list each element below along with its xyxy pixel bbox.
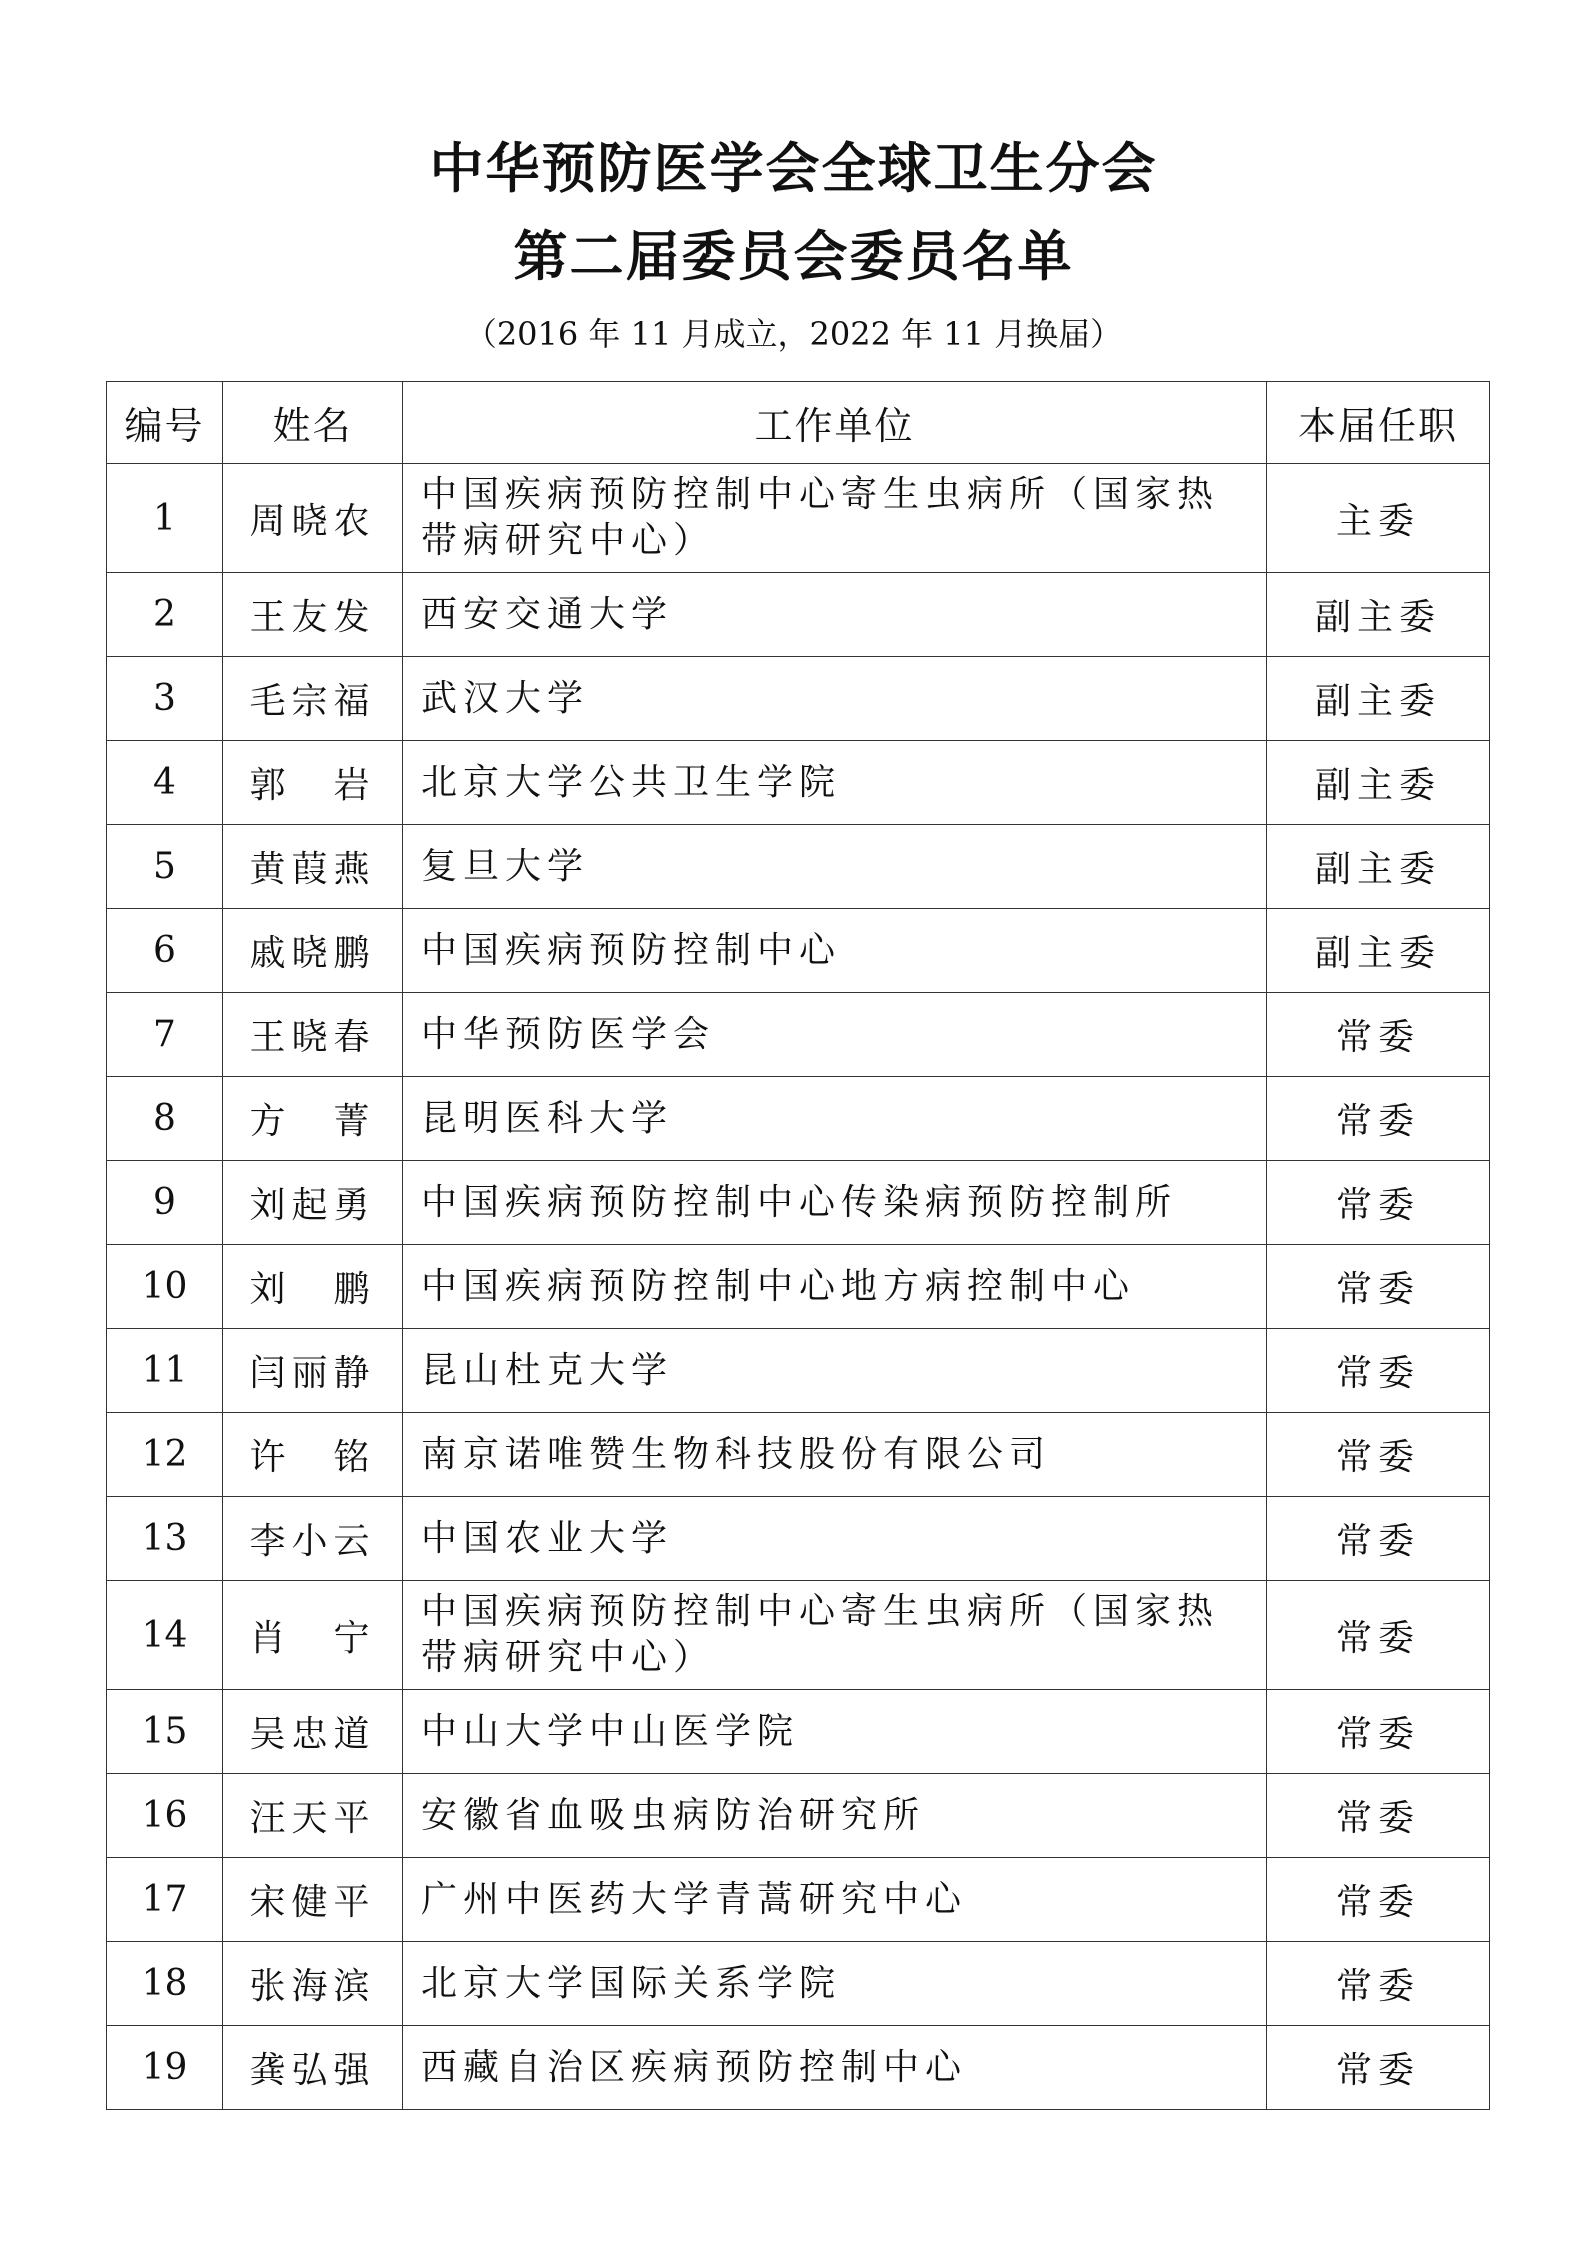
cell-role: 常委 bbox=[1267, 1581, 1490, 1690]
table-header-row bbox=[107, 382, 1490, 464]
cell-unit: 安徽省血吸虫病防治研究所 bbox=[403, 1774, 1267, 1858]
cell-name: 方 菁 bbox=[223, 1077, 403, 1161]
document-subtitle: （2016 年 11 月成立，2022 年 11 月换届） bbox=[464, 315, 1123, 353]
document-title-line1: 中华预防医学会全球卫生分会 bbox=[429, 137, 1158, 200]
cell-unit: 中国疾病预防控制中心 bbox=[403, 909, 1267, 993]
header-num: 编号 bbox=[107, 382, 223, 464]
cell-num: 1 bbox=[107, 464, 223, 573]
cell-unit: 广州中医药大学青蒿研究中心 bbox=[403, 1858, 1267, 1942]
cell-role: 主委 bbox=[1267, 464, 1490, 573]
table-row bbox=[107, 993, 1490, 1077]
cell-role: 常委 bbox=[1267, 1858, 1490, 1942]
cell-name: 黄葭燕 bbox=[223, 825, 403, 909]
table-row bbox=[107, 464, 1490, 573]
cell-role: 常委 bbox=[1267, 1774, 1490, 1858]
cell-unit: 中国疾病预防控制中心寄生虫病所（国家热带病研究中心） bbox=[403, 464, 1267, 573]
cell-name: 吴忠道 bbox=[223, 1690, 403, 1774]
cell-role: 常委 bbox=[1267, 1497, 1490, 1581]
cell-unit: 南京诺唯赞生物科技股份有限公司 bbox=[403, 1413, 1267, 1497]
cell-role: 副主委 bbox=[1267, 573, 1490, 657]
cell-role: 常委 bbox=[1267, 1329, 1490, 1413]
cell-unit: 北京大学国际关系学院 bbox=[403, 1942, 1267, 2026]
cell-unit: 西藏自治区疾病预防控制中心 bbox=[403, 2026, 1267, 2110]
cell-name: 龚弘强 bbox=[223, 2026, 403, 2110]
cell-num: 2 bbox=[107, 573, 223, 657]
cell-role: 副主委 bbox=[1267, 909, 1490, 993]
cell-num: 14 bbox=[107, 1581, 223, 1690]
cell-role: 常委 bbox=[1267, 1161, 1490, 1245]
table-row bbox=[107, 1581, 1490, 1690]
cell-role: 常委 bbox=[1267, 1413, 1490, 1497]
table-row bbox=[107, 1329, 1490, 1413]
cell-num: 13 bbox=[107, 1497, 223, 1581]
cell-unit: 中国疾病预防控制中心传染病预防控制所 bbox=[403, 1161, 1267, 1245]
table-row bbox=[107, 1077, 1490, 1161]
cell-num: 9 bbox=[107, 1161, 223, 1245]
table-row bbox=[107, 573, 1490, 657]
cell-num: 10 bbox=[107, 1245, 223, 1329]
cell-num: 18 bbox=[107, 1942, 223, 2026]
table-row bbox=[107, 1413, 1490, 1497]
cell-num: 4 bbox=[107, 741, 223, 825]
cell-name: 汪天平 bbox=[223, 1774, 403, 1858]
cell-name: 许 铭 bbox=[223, 1413, 403, 1497]
cell-name: 郭 岩 bbox=[223, 741, 403, 825]
cell-num: 6 bbox=[107, 909, 223, 993]
table-row bbox=[107, 1245, 1490, 1329]
cell-name: 刘 鹏 bbox=[223, 1245, 403, 1329]
cell-name: 周晓农 bbox=[223, 464, 403, 573]
cell-num: 11 bbox=[107, 1329, 223, 1413]
cell-name: 王晓春 bbox=[223, 993, 403, 1077]
table-row bbox=[107, 741, 1490, 825]
cell-unit: 昆明医科大学 bbox=[403, 1077, 1267, 1161]
cell-role: 常委 bbox=[1267, 1245, 1490, 1329]
cell-unit: 复旦大学 bbox=[403, 825, 1267, 909]
cell-num: 12 bbox=[107, 1413, 223, 1497]
header-name: 姓名 bbox=[223, 382, 403, 464]
cell-name: 肖 宁 bbox=[223, 1581, 403, 1690]
cell-name: 宋健平 bbox=[223, 1858, 403, 1942]
cell-role: 常委 bbox=[1267, 2026, 1490, 2110]
cell-num: 17 bbox=[107, 1858, 223, 1942]
cell-role: 常委 bbox=[1267, 1077, 1490, 1161]
cell-role: 副主委 bbox=[1267, 657, 1490, 741]
table-row bbox=[107, 1161, 1490, 1245]
cell-role: 常委 bbox=[1267, 1690, 1490, 1774]
cell-unit: 中国疾病预防控制中心寄生虫病所（国家热带病研究中心） bbox=[403, 1581, 1267, 1690]
header-unit: 工作单位 bbox=[403, 382, 1267, 464]
cell-role: 副主委 bbox=[1267, 741, 1490, 825]
cell-name: 闫丽静 bbox=[223, 1329, 403, 1413]
cell-unit: 昆山杜克大学 bbox=[403, 1329, 1267, 1413]
table-row bbox=[107, 1690, 1490, 1774]
cell-num: 5 bbox=[107, 825, 223, 909]
table-row bbox=[107, 825, 1490, 909]
cell-unit: 中华预防医学会 bbox=[403, 993, 1267, 1077]
cell-num: 19 bbox=[107, 2026, 223, 2110]
table-row bbox=[107, 909, 1490, 993]
cell-role: 副主委 bbox=[1267, 825, 1490, 909]
table-row bbox=[107, 1497, 1490, 1581]
table-row bbox=[107, 1942, 1490, 2026]
cell-name: 刘起勇 bbox=[223, 1161, 403, 1245]
member-table bbox=[106, 381, 1490, 2110]
cell-num: 16 bbox=[107, 1774, 223, 1858]
cell-num: 7 bbox=[107, 993, 223, 1077]
cell-num: 8 bbox=[107, 1077, 223, 1161]
cell-unit: 中国疾病预防控制中心地方病控制中心 bbox=[403, 1245, 1267, 1329]
header-role: 本届任职 bbox=[1267, 382, 1490, 464]
cell-num: 3 bbox=[107, 657, 223, 741]
cell-unit: 北京大学公共卫生学院 bbox=[403, 741, 1267, 825]
table-row bbox=[107, 657, 1490, 741]
table-row bbox=[107, 1774, 1490, 1858]
cell-unit: 中国农业大学 bbox=[403, 1497, 1267, 1581]
cell-name: 毛宗福 bbox=[223, 657, 403, 741]
cell-name: 李小云 bbox=[223, 1497, 403, 1581]
table-row bbox=[107, 2026, 1490, 2110]
document-title-line2: 第二届委员会委员名单 bbox=[513, 225, 1074, 288]
cell-unit: 武汉大学 bbox=[403, 657, 1267, 741]
cell-role: 常委 bbox=[1267, 1942, 1490, 2026]
cell-unit: 西安交通大学 bbox=[403, 573, 1267, 657]
cell-num: 15 bbox=[107, 1690, 223, 1774]
cell-name: 王友发 bbox=[223, 573, 403, 657]
cell-role: 常委 bbox=[1267, 993, 1490, 1077]
cell-unit: 中山大学中山医学院 bbox=[403, 1690, 1267, 1774]
cell-name: 张海滨 bbox=[223, 1942, 403, 2026]
table-row bbox=[107, 1858, 1490, 1942]
cell-name: 戚晓鹏 bbox=[223, 909, 403, 993]
